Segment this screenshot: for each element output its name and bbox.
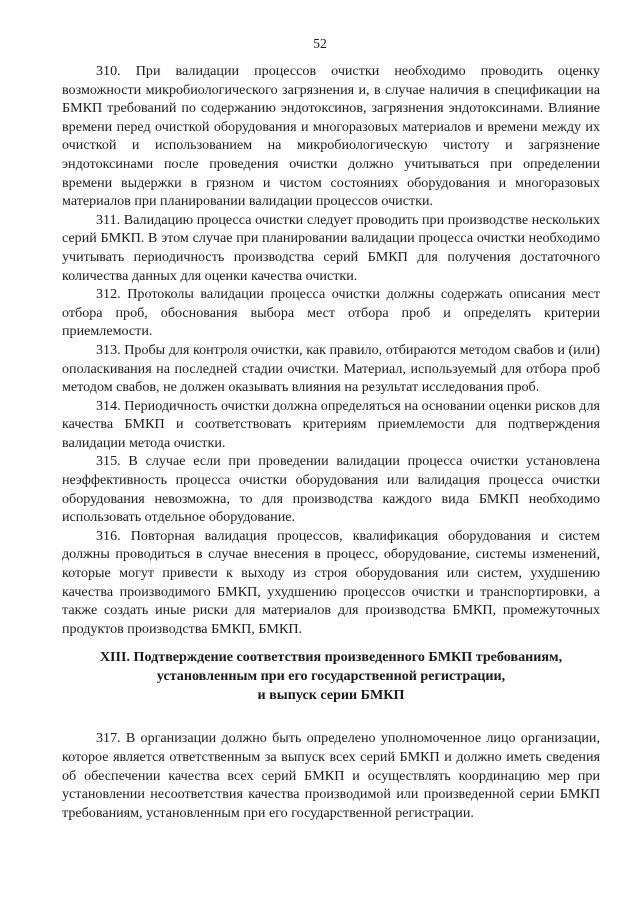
paragraph-317: 317. В организации должно быть определено уполномоченное лицо организации, которое является ответственным за выпуск всех серий БМКП и должно иметь сведения об обеспечении качества всех серий БМКП и осуществлять координацию мер при установлении несоответствия качества производимой или произведенной серии БМКП требованиям, установленным при его государственной регистрации. [62, 730, 600, 821]
paragraph-310: 310. При валидации процессов очистки необходимо проводить оценку возможности микробиологического загрязнения и, в случае наличия в спецификации на БМКП требований по содержанию эндотоксинов, загрязнения эндотоксинами. Влияние времени перед очисткой оборудования и многоразовых материалов и времени между их очисткой и использованием на микробиологическую чистоту и загрязнение эндотоксинами после проведения очистки должно учитываться при определении времени выдержки в грязном и чистом состояниях оборудования и многоразовых материалов при планировании валидации процессов очистки. [62, 63, 600, 210]
section-spacer [62, 705, 600, 729]
document-body [62, 62, 600, 822]
section-heading-line-3: и выпуск серии БМКП [257, 687, 405, 704]
section-heading [62, 648, 600, 705]
section-heading-line-2: установленным при его государственной регистрации, [156, 668, 506, 685]
paragraph-315: 315. В случае если при проведении валидации процесса очистки установлена неэффективность процесса очистки оборудования или валидация процесса очистки оборудования невозможна, то для производства каждого вида БМКП необходимо использовать отдельное оборудование. [62, 453, 600, 526]
paragraph-313: 313. Пробы для контроля очистки, как правило, отбираются методом свабов и (или) ополаскивания на последней стадии очистки. Материал, используемый для отбора проб методом свабов, не должен оказывать влияния на результат исследования проб. [62, 341, 600, 396]
section-heading-line-1: XIII. Подтверждение соответствия произведенного БМКП требованиям, [99, 649, 563, 666]
paragraph-316: 316. Повторная валидация процессов, квалификация оборудования и систем должны проводиться в случае внесения в процесс, оборудование, системы изменений, которые могут привести к выходу из строя оборудования или систем, ухудшению качества производимого БМКП, ухудшению процессов очистки и транспортировки, а также создать иные риски для материалов для производства БМКП, промежуточных продуктов производства БМКП, БМКП. [62, 527, 600, 637]
page-number: 52 [313, 36, 327, 51]
paragraph-311: 311. Валидацию процесса очистки следует проводить при производстве нескольких серий БМКП. В этом случае при планировании валидации процесса очистки необходимо учитывать периодичность производства серий БМКП для получения достаточного количества данных для оценки качества очистки. [62, 211, 600, 284]
paragraph-312: 312. Протоколы валидации процесса очистки должны содержать описания мест отбора проб, обоснования выбора мест отбора проб и определять критерии приемлемости. [62, 286, 600, 340]
paragraph-314: 314. Периодичность очистки должна определяться на основании оценки рисков для качества БМКП и соответствовать критериям приемлемости для подтверждения валидации метода очистки. [62, 397, 600, 451]
